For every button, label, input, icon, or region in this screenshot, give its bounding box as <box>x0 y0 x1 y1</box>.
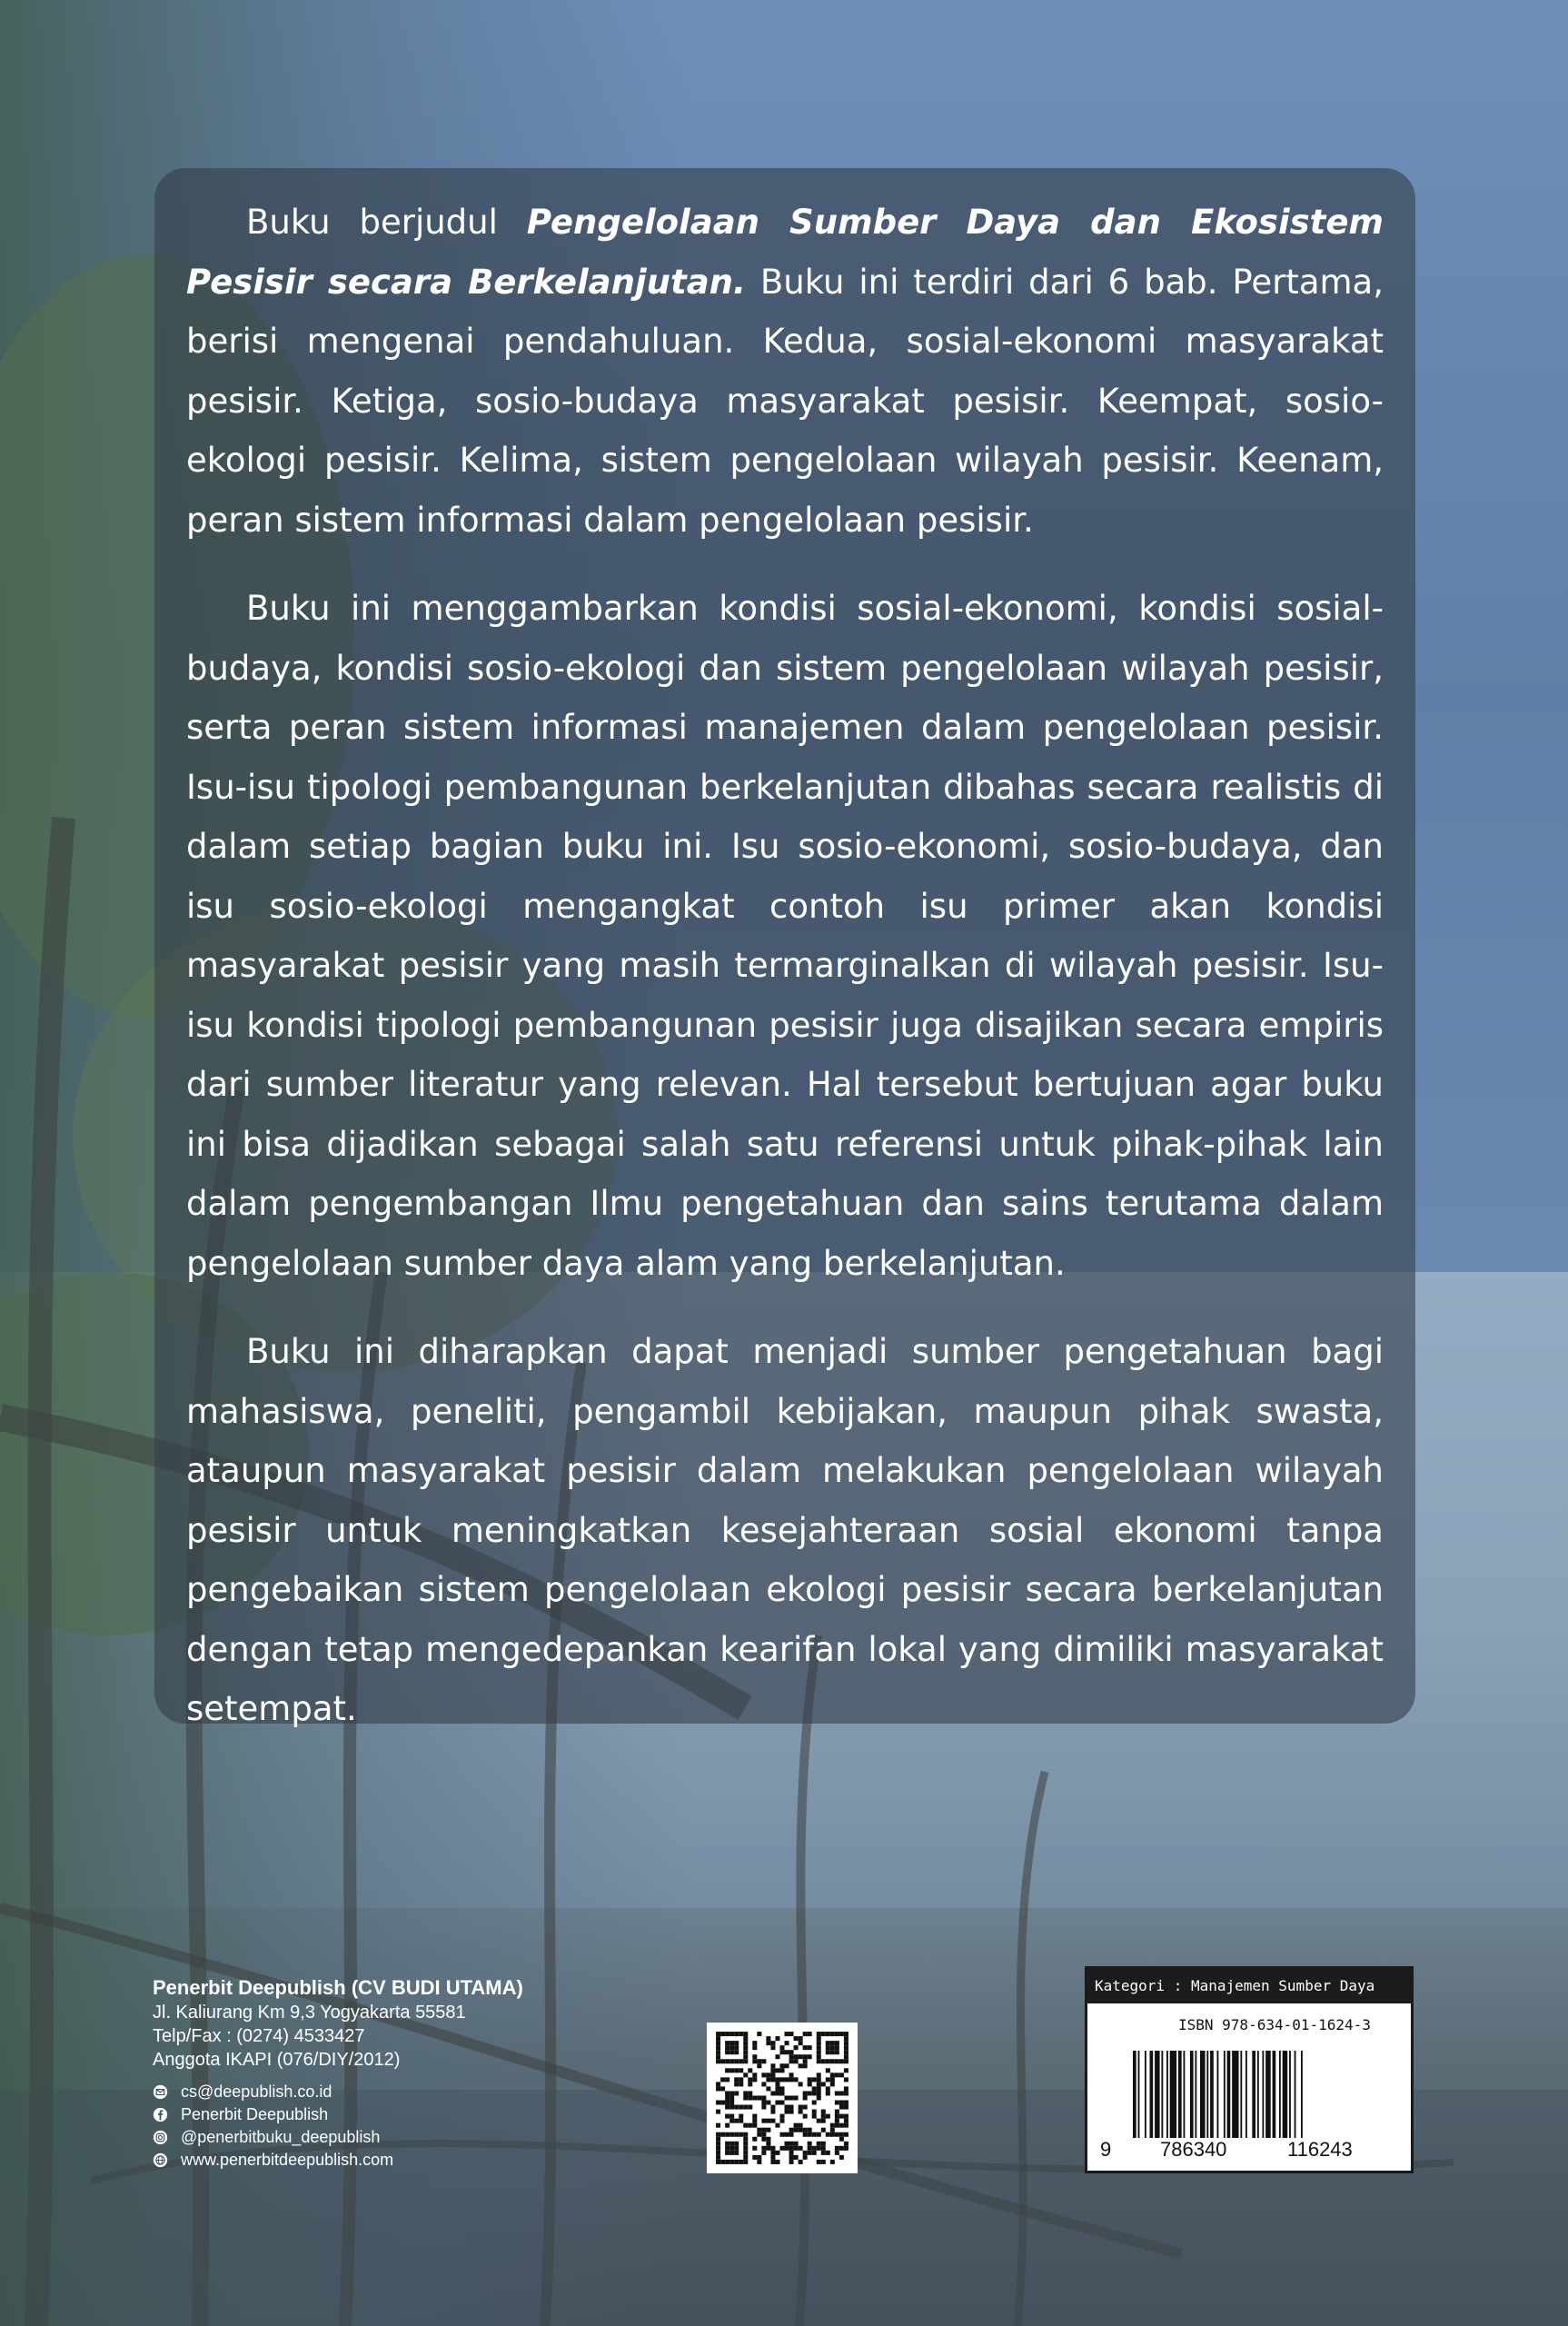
contact-website <box>153 2149 523 2172</box>
back-cover-blurb <box>186 193 1384 1768</box>
barcode-digits-right: 116243 <box>1287 2138 1353 2161</box>
contact-instagram <box>153 2126 523 2149</box>
barcode <box>1133 2051 1378 2138</box>
contact-facebook <box>153 2103 523 2126</box>
globe-icon <box>153 2152 168 2168</box>
instagram-icon <box>153 2130 168 2145</box>
barcode-digit-left: 9 <box>1100 2138 1112 2161</box>
isbn-number: ISBN 978-634-01-1624-3 <box>1178 2016 1371 2033</box>
facebook-icon <box>153 2107 168 2122</box>
book-category: Kategori : Manajemen Sumber Daya <box>1087 1969 1411 2003</box>
publisher-phone: Telp/Fax : (0274) 4533427 <box>153 2026 365 2046</box>
publisher-address: Jl. Kaliurang Km 9,3 Yogyakarta 55581 <box>153 2003 466 2023</box>
contact-instagram-text: @penerbitbuku_deepublish <box>181 2128 381 2146</box>
publisher-name: Penerbit Deepublish (CV BUDI UTAMA) <box>153 1976 523 1999</box>
qr-code-pattern <box>707 2023 858 2173</box>
publisher-membership: Anggota IKAPI (076/DIY/2012) <box>153 2050 401 2070</box>
email-icon <box>153 2084 168 2100</box>
blurb-paragraph-1 <box>186 193 1384 550</box>
blurb-p1-rest: Buku ini terdiri dari 6 bab. Pertama, berisi mengenai pendahuluan. Kedua, sosial-ekonomi masyarakat pesisir. Ketiga, sosio-budaya masyarakat pesisir. Keempat, sosio-ekologi pesisir. Kelima, sistem pengelolaan wilayah pesisir. Keenam, peran sistem informasi dalam pengelolaan pesisir. <box>186 262 1384 540</box>
contact-website-text: www.penerbitdeepublish.com <box>181 2151 394 2169</box>
book-title-emphasis: Pengelolaan Sumber Daya dan Ekosistem Pesisir secara Berkelanjutan. <box>186 203 1384 302</box>
qr-code <box>707 2023 858 2173</box>
blurb-p1-prefix: Buku berjudul <box>246 203 527 242</box>
contact-facebook-text: Penerbit Deepublish <box>181 2105 329 2123</box>
publisher-info <box>153 1975 523 2172</box>
barcode-digits-mid: 786340 <box>1160 2138 1227 2161</box>
contact-email <box>153 2081 523 2103</box>
blurb-paragraph-3: Buku ini diharapkan dapat menjadi sumber pengetahuan bagi mahasiswa, peneliti, pengambil kebijakan, maupun pihak swasta, ataupun masyarakat pesisir dalam melakukan pengelolaan wilayah pesisir untuk meningkatkan kesejahteraan sosial ekonomi tanpa pengebaikan sistem pengelolaan ekologi pesisir secara berkelanjutan dengan tetap mengedepankan kearifan lokal yang dimiliki masyarakat setempat. <box>186 1332 1384 1728</box>
blurb-paragraph-2: Buku ini menggambarkan kondisi sosial-ekonomi, kondisi sosial-budaya, kondisi sosio-ekologi dan sistem pengelolaan wilayah pesisir, serta peran sistem informasi manajemen dalam pengelolaan pesisir. Isu-isu tipologi pembangunan berkelanjutan dibahas secara realistis di dalam setiap bagian buku ini. Isu sosio-ekonomi, sosio-budaya, dan isu sosio-ekologi mengangkat contoh isu primer akan kondisi masyarakat pesisir yang masih termarginalkan di wilayah pesisir. Isu-isu kondisi tipologi pembangunan pesisir juga disajikan secara empiris dari sumber literatur yang relevan. Hal tersebut bertujuan agar buku ini bisa dijadikan sebagai salah satu referensi untuk pihak-pihak lain dalam pengembangan Ilmu pengetahuan dan sains terutama dalam pengelolaan sumber daya alam yang berkelanjutan. <box>186 589 1384 1283</box>
contact-email-text: cs@deepublish.co.id <box>181 2082 332 2101</box>
isbn-barcode-block <box>1085 1966 1414 2173</box>
